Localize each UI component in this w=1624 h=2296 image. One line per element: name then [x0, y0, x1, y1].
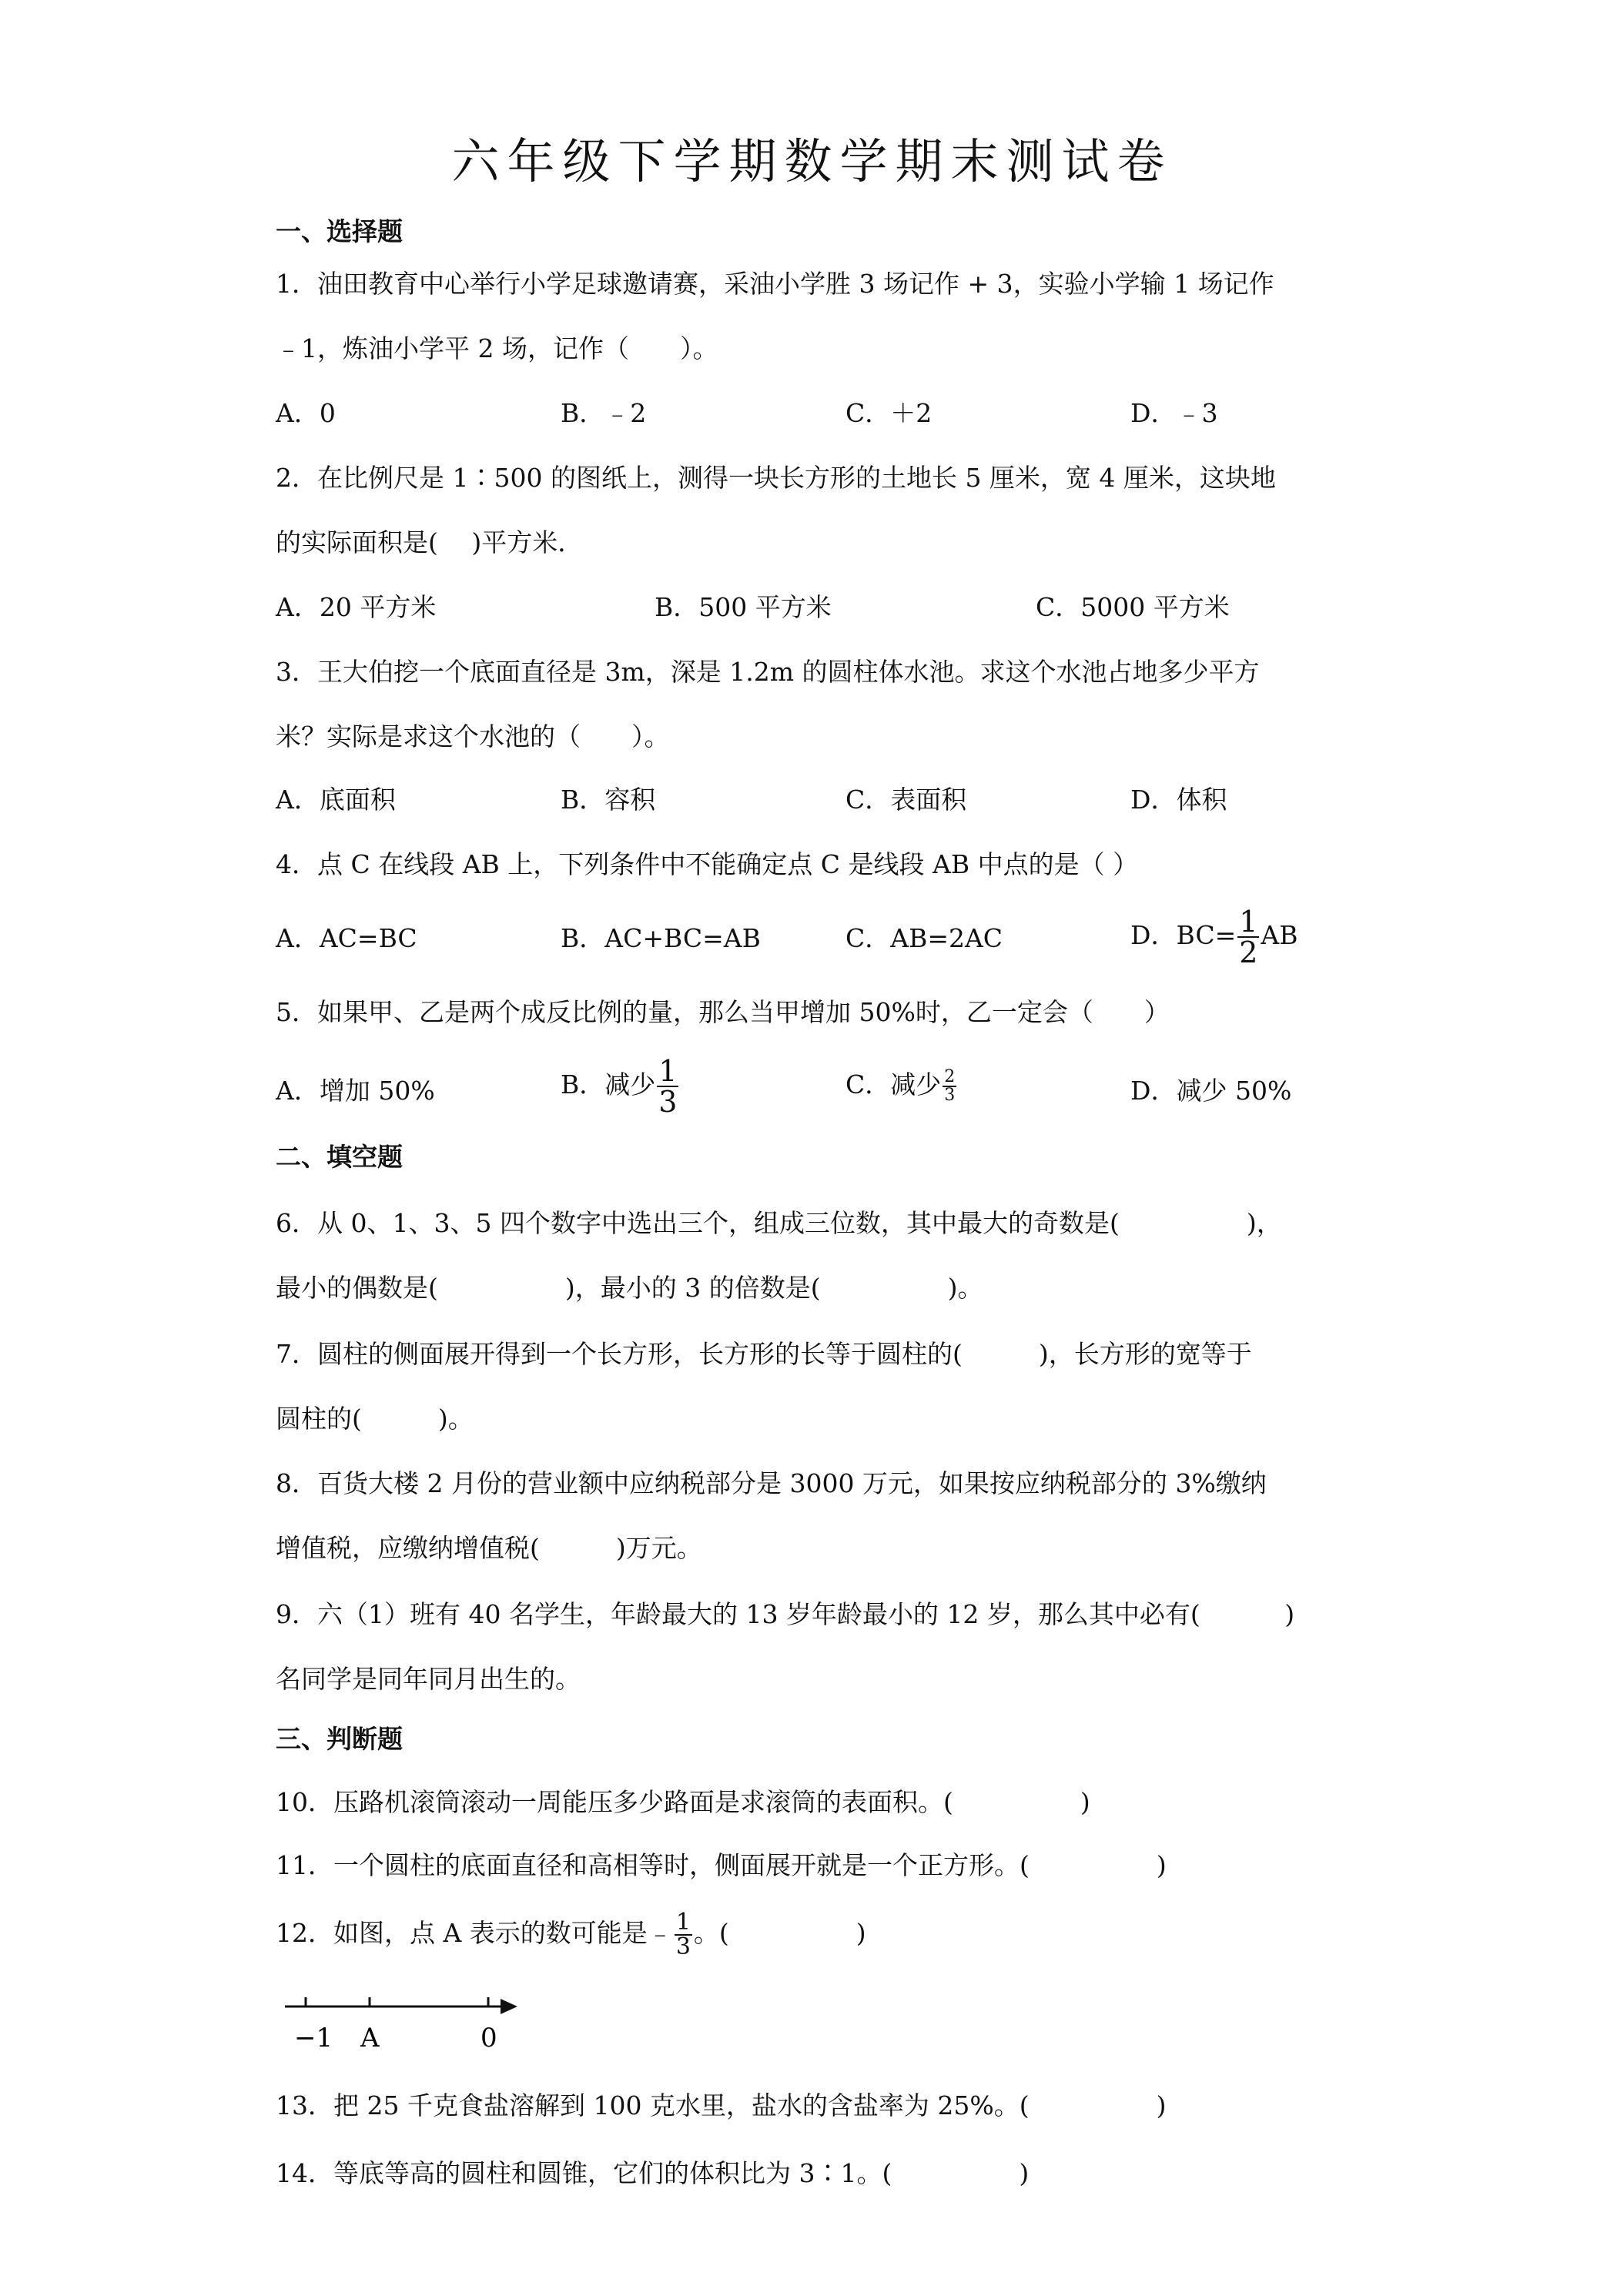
q5-fraction-one-third: [657, 1054, 678, 1119]
question-11: 11．一个圆柱的底面直径和高相等时，侧面展开就是一个正方形。( ): [276, 1850, 1167, 1880]
q5-option-a: A．增加 50%: [276, 1076, 435, 1106]
label-zero: 0: [481, 2023, 497, 2053]
fraction-numerator: 2: [944, 1067, 956, 1086]
q4-option-a: A．AC=BC: [276, 923, 417, 953]
label-minus-one: −1: [294, 2023, 333, 2053]
question-3-line-1: 3．王大伯挖一个底面直径是 3m，深是 1.2m 的圆柱体水池。求这个水池占地多少平方: [276, 657, 1260, 687]
section-heading-fill-blank: 二、填空题: [276, 1142, 403, 1172]
question-7-line-2: 圆柱的( )。: [276, 1404, 474, 1434]
question-13: 13．把 25 千克食盐溶解到 100 克水里，盐水的含盐率为 25%。( ): [276, 2090, 1167, 2120]
question-1-line-1: 1．油田教育中心举行小学足球邀请赛，采油小学胜 3 场记作 + 3，实验小学输 1 场记作: [276, 269, 1274, 299]
section-heading-true-false: 三、判断题: [276, 1724, 403, 1754]
fraction-denominator: 2: [1239, 935, 1258, 969]
question-7-line-1: 7．圆柱的侧面展开得到一个长方形，长方形的长等于圆柱的( )，长方形的宽等于: [276, 1339, 1252, 1369]
q1-option-c: C．＋2: [845, 398, 933, 428]
question-9-line-1: 9．六（1）班有 40 名学生，年龄最大的 13 岁年龄最小的 12 岁，那么其中必有( ): [276, 1599, 1295, 1629]
question-5-line-1: 5．如果甲、乙是两个成反比例的量，那么当甲增加 50%时，乙一定会（ ）: [276, 997, 1170, 1027]
question-6-line-1: 6．从 0、1、3、5 四个数字中选出三个，组成三位数，其中最大的奇数是( )，: [276, 1208, 1282, 1238]
q2-option-b: B．500 平方米: [655, 592, 832, 622]
q4-option-d-suffix: AB: [1261, 920, 1298, 950]
question-9-line-2: 名同学是同年同月出生的。: [276, 1664, 581, 1694]
question-12: [276, 1911, 866, 1959]
q2-option-a: A．20 平方米: [276, 592, 437, 622]
q3-option-d: D．体积: [1130, 785, 1227, 815]
q5-option-b: [561, 1054, 680, 1119]
q4-option-d-prefix: D．BC=: [1130, 920, 1237, 950]
q12-suffix: 。( ): [693, 1918, 866, 1948]
q5-option-b-prefix: B．减少: [561, 1069, 656, 1099]
question-2-line-2: 的实际面积是( )平方米．: [276, 527, 584, 557]
question-6-line-2: 最小的偶数是( )，最小的 3 的倍数是( )。: [276, 1273, 983, 1303]
fraction-numerator: 1: [675, 1909, 691, 1936]
fraction-numerator: 1: [658, 1054, 678, 1088]
fraction-numerator: 1: [1239, 905, 1258, 939]
q5-option-c: [845, 1067, 958, 1104]
page-title: 六年级下学期数学期末测试卷: [451, 133, 1173, 189]
q1-option-d: D．﹣3: [1130, 398, 1218, 428]
question-1-line-2: ﹣1，炼油小学平 2 场，记作（ ）。: [276, 333, 718, 363]
q3-option-c: C．表面积: [845, 785, 967, 815]
q4-fraction-one-half: [1237, 907, 1259, 967]
question-8-line-1: 8．百货大楼 2 月份的营业额中应纳税部分是 3000 万元，如果按应纳税部分的 3%缴纳: [276, 1468, 1267, 1498]
q4-option-b: B．AC+BC=AB: [561, 923, 761, 953]
section-heading-choice: 一、选择题: [276, 216, 403, 246]
question-4-line-1: 4．点 C 在线段 AB 上，下列条件中不能确定点 C 是线段 AB 中点的是（ ）: [276, 849, 1139, 879]
q1-option-b: B．﹣2: [561, 398, 647, 428]
q4-option-d: [1130, 907, 1298, 967]
question-2-line-1: 2．在比例尺是 1∶500 的图纸上，测得一块长方形的土地长 5 厘米，宽 4 厘米，这块地: [276, 463, 1276, 493]
q3-option-b: B．容积: [561, 785, 656, 815]
label-point-a: A: [360, 2023, 380, 2053]
q5-option-d: D．减少 50%: [1130, 1076, 1292, 1106]
question-14: 14．等底等高的圆柱和圆锥，它们的体积比为 3∶1。( ): [276, 2158, 1030, 2188]
number-line-arrow: [501, 1999, 517, 2014]
q5-option-c-prefix: C．减少: [845, 1069, 942, 1099]
q5-fraction-two-thirds: [943, 1069, 956, 1104]
q3-option-a: A．底面积: [276, 785, 396, 815]
q2-option-c: C．5000 平方米: [1036, 592, 1230, 622]
question-8-line-2: 增值税，应缴纳增值税( )万元。: [276, 1533, 702, 1563]
q4-option-c: C．AB=2AC: [845, 923, 1003, 953]
question-3-line-2: 米？实际是求这个水池的（ ）。: [276, 721, 670, 751]
q12-fraction-one-third: [675, 1911, 692, 1959]
q12-prefix: 12．如图，点 A 表示的数可能是﹣: [276, 1918, 673, 1948]
question-10: 10．压路机滚筒滚动一周能压多少路面是求滚筒的表面积。( ): [276, 1787, 1090, 1817]
number-line-figure: [277, 1983, 539, 2060]
q1-option-a: A．0: [276, 398, 336, 428]
fraction-denominator: 3: [675, 1933, 691, 1960]
fraction-denominator: 3: [658, 1085, 678, 1119]
fraction-denominator: 3: [944, 1086, 956, 1105]
